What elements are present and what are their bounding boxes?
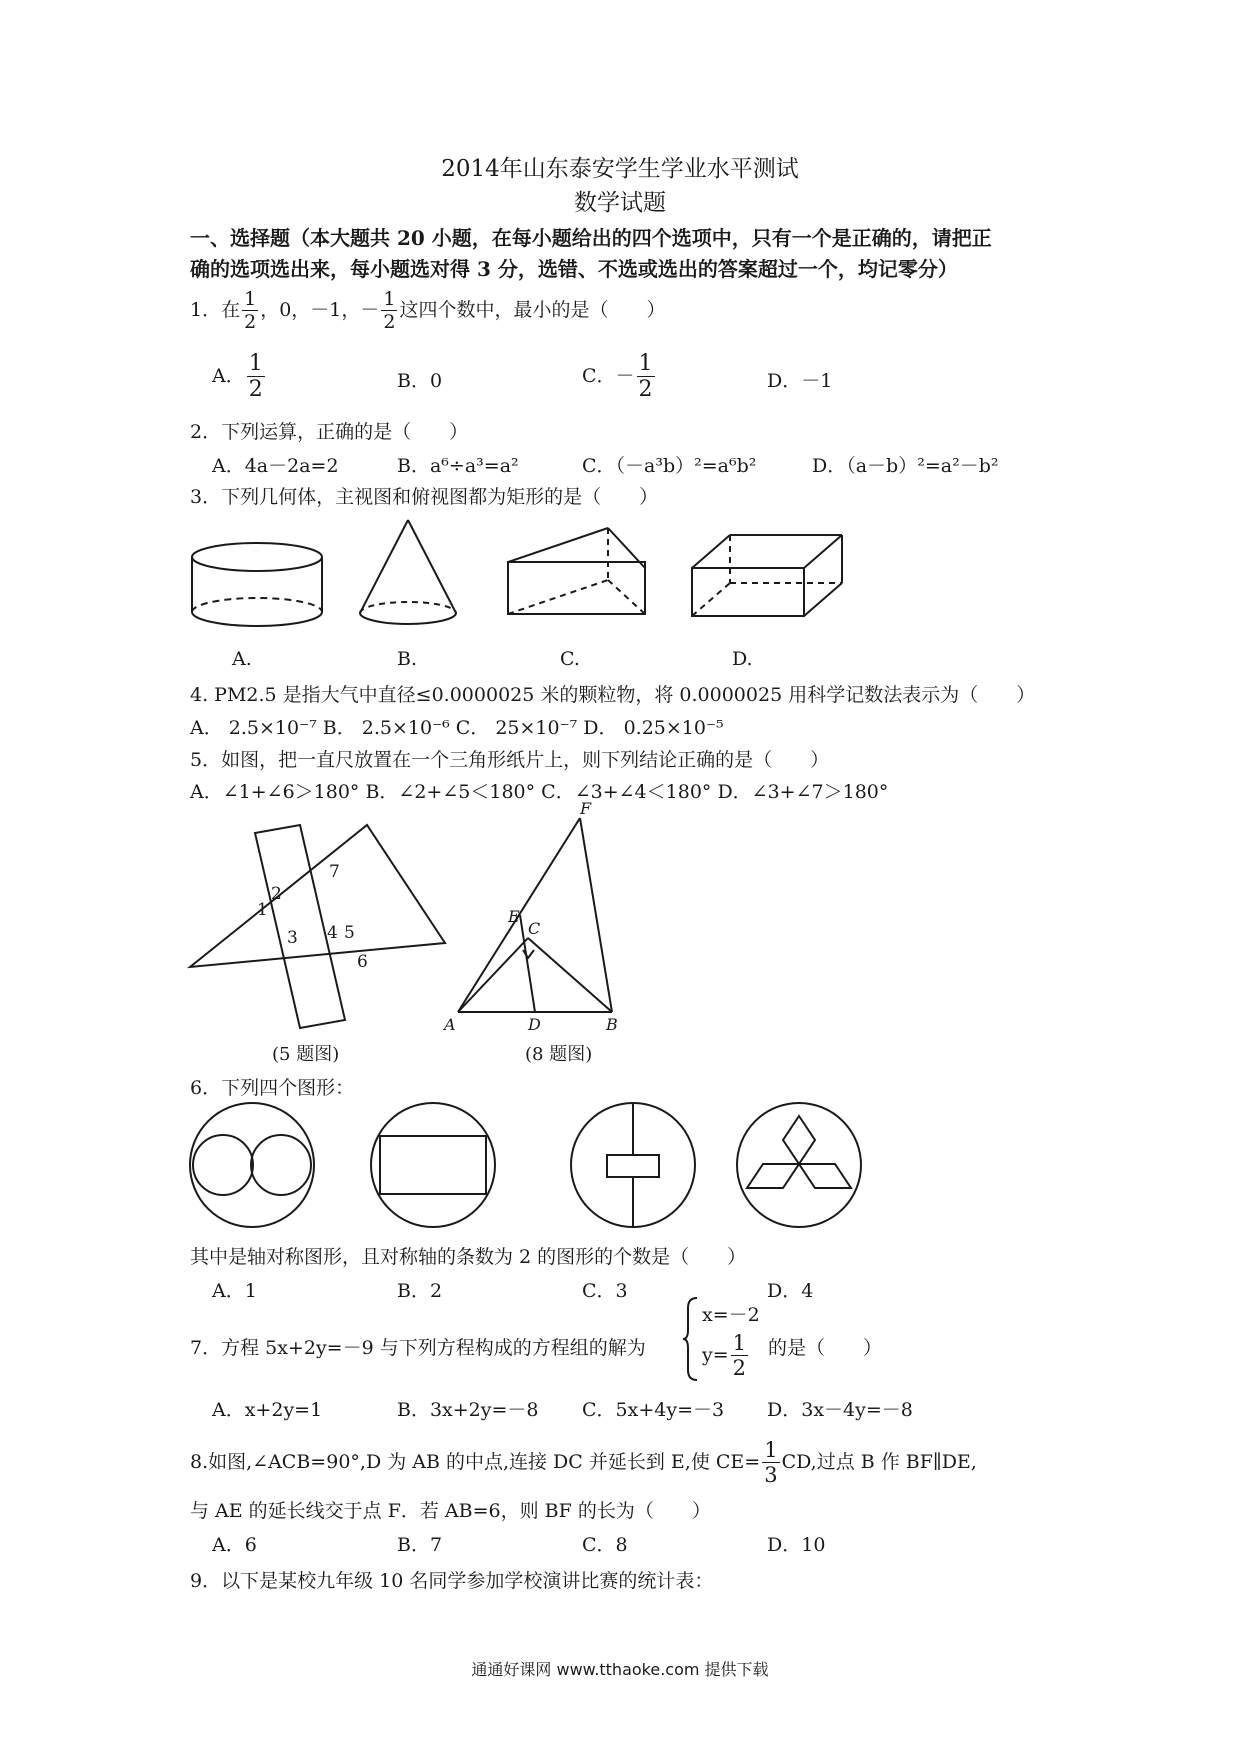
page-title: 2014年山东泰安学生学业水平测试 — [441, 156, 799, 182]
page-footer: 通通好课网 www.tthaoke.com 提供下载 — [471, 1660, 769, 1679]
question-6: 6．下列四个图形： — [190, 1077, 355, 1099]
system-brace-icon — [682, 1296, 700, 1382]
triangle-paper — [190, 825, 445, 967]
q5-figure-caption: (5 题图) — [272, 1044, 340, 1065]
q1-frac-neg-half: $\frac{1}{2}$ — [383, 288, 396, 333]
three-rhombus-figure — [737, 1103, 861, 1227]
q7-option-a: A．x+2y=1 — [212, 1399, 323, 1421]
question-8-line2: 与 AE 的延长线交于点 F．若 AB=6，则 BF 的长为（ ） — [190, 1500, 711, 1522]
angle-label-6: 6 — [357, 952, 368, 972]
q1-option-d: D．－1 — [767, 370, 833, 392]
q1-mid: ，0，－1，－ — [260, 299, 380, 321]
q7-system-y: y= $\frac{1}{2}$ — [702, 1331, 747, 1380]
q2-option-c: C．（－a³b）²=a⁶b² — [582, 455, 757, 477]
q2-option-d: D．（a－b）²=a²－b² — [812, 455, 999, 477]
triangular-prism-shape — [508, 528, 645, 614]
point-f-label: F — [580, 800, 592, 818]
question-9: 9．以下是某校九年级 10 名同学参加学校演讲比赛的统计表： — [190, 1570, 714, 1592]
point-b-label: B — [606, 1015, 618, 1034]
q1-tail: 这四个数中，最小的是（ ） — [399, 299, 666, 321]
q1-option-b: B．0 — [397, 370, 443, 392]
rectangle-in-circle-figure — [371, 1103, 495, 1227]
q6-circle-figures — [185, 1098, 875, 1236]
q6-option-c: C．3 — [582, 1280, 628, 1302]
q8-option-d: D．10 — [767, 1534, 826, 1556]
q3-label-a: A. — [232, 648, 252, 670]
q1-frac-half: $\frac{1}{2}$ — [244, 288, 257, 333]
q3-label-c: C. — [560, 648, 580, 670]
q1-number: 1．在 — [190, 299, 241, 321]
q8-geometry-figure — [440, 800, 640, 1040]
angle-label-5: 5 — [344, 923, 355, 943]
angle-label-2: 2 — [271, 884, 282, 904]
cuboid-shape — [692, 535, 842, 616]
question-2: 2．下列运算，正确的是（ ） — [190, 421, 469, 443]
q8-option-b: B．7 — [397, 1534, 443, 1556]
q5-options: A．∠1+∠6＞180° B．∠2+∠5＜180° C．∠3+∠4＜180° D．∠3+∠7＞180° — [190, 781, 889, 803]
point-a-label: A — [444, 1015, 456, 1034]
question-7-stem: 7．方程 5x+2y=－9 与下列方程构成的方程组的解为 — [190, 1337, 646, 1359]
line-and-rectangle-figure — [571, 1103, 695, 1227]
angle-label-1: 1 — [257, 900, 268, 920]
question-8-line1: 8.如图,∠ACB=90°,D 为 AB 的中点,连接 DC 并延长到 E,使 CE= $\frac{1}{3}$ CD,过点 B 作 BF∥DE, — [190, 1438, 977, 1487]
q5-ruler-triangle-figure — [185, 815, 455, 1040]
angle-label-4: 4 — [327, 923, 338, 943]
two-circles-figure — [190, 1103, 314, 1227]
q7-option-b: B．3x+2y=－8 — [397, 1399, 539, 1421]
page-subtitle: 数学试题 — [574, 190, 666, 216]
point-c-label: C — [528, 919, 541, 938]
q7-option-d: D．3x－4y=－8 — [767, 1399, 913, 1421]
section-instructions-line1: 一、选择题（本大题共 20 小题，在每小题给出的四个选项中，只有一个是正确的，请把正 — [190, 226, 992, 250]
q1-option-c: C．－ $\frac{1}{2}$ — [582, 351, 653, 402]
cylinder-shape — [192, 543, 322, 626]
q7-system-x: x=－2 — [702, 1304, 760, 1326]
q8-option-c: C．8 — [582, 1534, 628, 1556]
question-5: 5．如图，把一直尺放置在一个三角形纸片上，则下列结论正确的是（ ） — [190, 749, 830, 771]
question-3: 3．下列几何体，主视图和俯视图都为矩形的是（ ） — [190, 486, 659, 508]
q6-question: 其中是轴对称图形，且对称轴的条数为 2 的图形的个数是（ ） — [190, 1246, 747, 1268]
q7-tail: 的是（ ） — [768, 1337, 883, 1359]
cone-shape — [360, 520, 456, 624]
q2-option-b: B．a⁶÷a³=a² — [397, 455, 519, 477]
q8-option-a: A．6 — [212, 1534, 257, 1556]
q4-options: A． 2.5×10⁻⁷ B． 2.5×10⁻⁶ C． 25×10⁻⁷ D． 0.25×10⁻⁵ — [190, 717, 724, 739]
q7-option-c: C．5x+4y=－3 — [582, 1399, 725, 1421]
q6-option-d: D．4 — [767, 1280, 814, 1302]
angle-label-7: 7 — [329, 862, 340, 882]
question-1 — [190, 290, 665, 332]
section-instructions-line2: 确的选项选出来，每小题选对得 3 分，选错、不选或选出的答案超过一个，均记零分） — [190, 257, 958, 281]
q3-label-b: B. — [397, 648, 418, 670]
q6-option-b: B．2 — [397, 1280, 443, 1302]
q2-option-a: A．4a－2a=2 — [212, 455, 339, 477]
q8-figure-caption: (8 题图) — [525, 1044, 593, 1065]
point-e-label: E — [508, 907, 520, 926]
question-4: 4. PM2.5 是指大气中直径≤0.0000025 米的颗粒物，将 0.0000025 用科学记数法表示为（ ） — [190, 684, 1036, 706]
angle-label-3: 3 — [287, 928, 298, 948]
q6-option-a: A．1 — [212, 1280, 257, 1302]
q3-solids-figure — [180, 515, 860, 635]
point-d-label: D — [528, 1015, 541, 1034]
q3-label-d: D. — [732, 648, 753, 670]
q1-option-a: A． $\frac{1}{2}$ — [212, 351, 263, 402]
